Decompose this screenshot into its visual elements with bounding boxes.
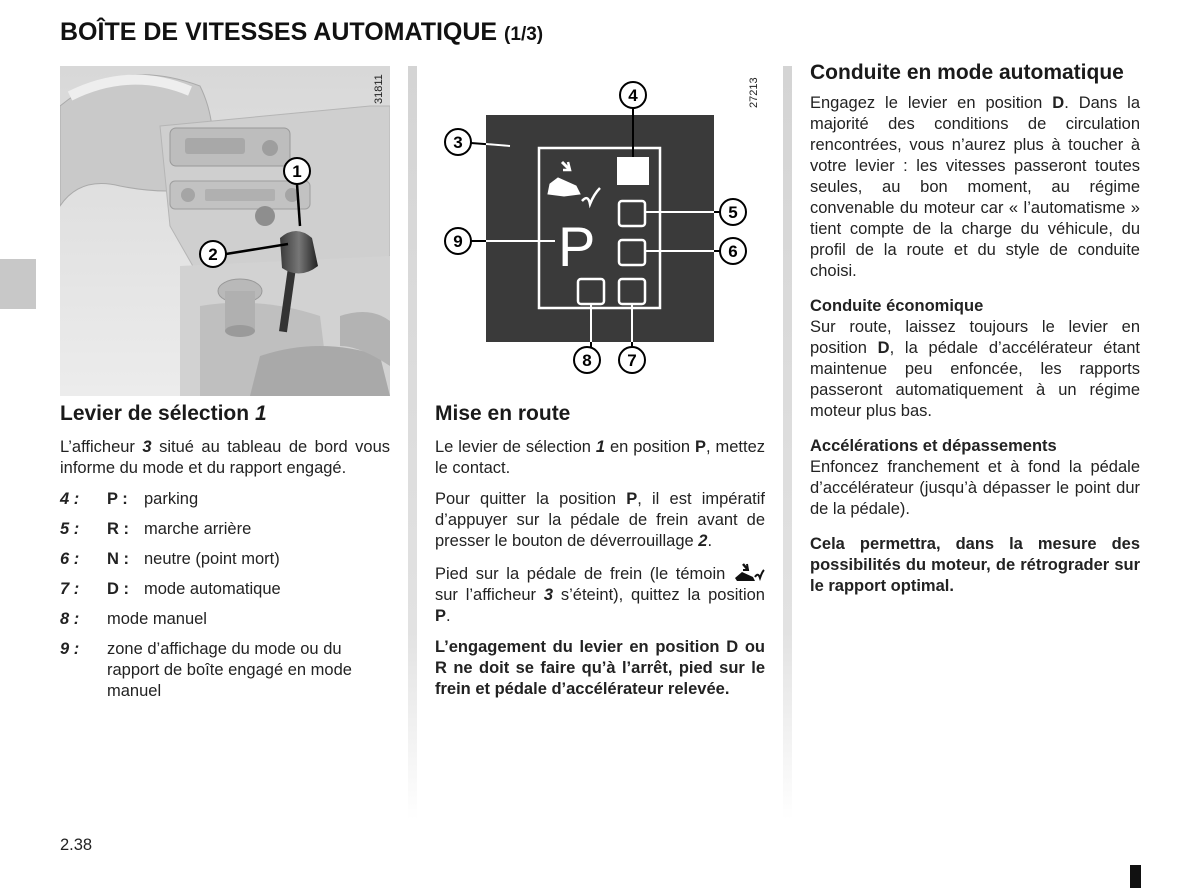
- text-fragment: sur l’afficheur: [435, 586, 537, 604]
- paragraph-eco: [810, 317, 1140, 422]
- callout-2: 2: [208, 245, 218, 264]
- gear-letter: P: [694, 438, 706, 456]
- callout-5: 5: [728, 203, 738, 222]
- legend-number: 7 :: [60, 580, 80, 598]
- callout-7: 7: [627, 351, 637, 370]
- callout-8: 8: [582, 351, 592, 370]
- warning-note: L’engagement du levier en position D ou R ne doit se faire qu’à l’arrêt, pied sur le frein et pédale d’accélérateur relevée.: [435, 638, 765, 698]
- legend-text: mode manuel: [107, 610, 207, 628]
- legend-number: 4 :: [60, 490, 80, 508]
- chapter-tab: [0, 259, 36, 309]
- gear-letter: D: [877, 339, 890, 357]
- legend-item: [60, 639, 390, 702]
- legend-number: 9 :: [60, 640, 80, 658]
- paragraph-auto-mode: [810, 93, 1140, 282]
- paragraph-accel: Enfoncez franchement et à fond la pédale d’accélérateur (jusqu’à dépasser le point dur de la pédale).: [810, 458, 1140, 518]
- text-fragment: Pour quitter la position: [435, 490, 616, 508]
- callout-3: 3: [453, 133, 463, 152]
- legend-number: 5 :: [60, 520, 80, 538]
- title-text: BOÎTE DE VITESSES AUTOMATIQUE: [60, 18, 498, 46]
- callout-9: 9: [453, 232, 463, 251]
- gear-display-diagram: [430, 66, 770, 386]
- legend-key: R :: [107, 520, 129, 538]
- legend-list: [60, 489, 390, 702]
- gear-display-svg: [430, 66, 770, 386]
- figure-ref-label: 31811: [373, 74, 385, 104]
- legend-item: [60, 549, 390, 570]
- legend-text: marche arrière: [144, 520, 252, 538]
- paragraph-2: [435, 489, 765, 552]
- legend-item: [60, 609, 390, 630]
- brake-foot-icon: [733, 562, 765, 582]
- legend-number: 6 :: [60, 550, 80, 568]
- reference-number: 3: [543, 586, 554, 604]
- paragraph-3: [435, 562, 765, 627]
- text-fragment: , il est impératif d’appuyer sur la pédale de frein avant de presser le bouton de déverrouillage: [435, 490, 765, 550]
- text-fragment: Engagez le levier en position: [810, 94, 1043, 112]
- paragraph-1: [435, 437, 765, 479]
- subheading-accel: Accélérations et dépassements: [810, 437, 1057, 455]
- legend-key: N :: [107, 550, 129, 568]
- legend-text: neutre (point mort): [144, 550, 280, 568]
- text-fragment: Le levier de sélection: [435, 438, 591, 456]
- section-heading: Mise en route: [435, 402, 571, 425]
- gear-lever-illustration: [60, 66, 390, 396]
- text-fragment: en position: [609, 438, 691, 456]
- subheading-eco: Conduite économique: [810, 297, 984, 315]
- text-fragment: Sur route, laissez toujours le levier en position: [810, 318, 1140, 357]
- legend-text: parking: [144, 490, 199, 508]
- figure-ref-label: 27213: [748, 77, 760, 108]
- gear-letter: P: [626, 490, 638, 508]
- gear-letter: P: [435, 607, 447, 625]
- column-divider-2: [783, 66, 792, 820]
- gear-lever-photo: [60, 66, 390, 396]
- indicator-p: [617, 157, 649, 185]
- legend-item: [60, 489, 390, 510]
- callout-6: 6: [728, 242, 738, 261]
- text-fragment: .: [446, 607, 451, 625]
- text-fragment: .: [707, 532, 713, 550]
- gear-letter: D: [1052, 94, 1065, 112]
- section-heading: [60, 400, 390, 427]
- heading-text: Levier de sélection: [60, 402, 250, 425]
- text-fragment: L’afficheur: [60, 438, 135, 456]
- text-fragment: s’éteint), quittez la position: [560, 586, 765, 604]
- intro-paragraph: [60, 437, 390, 479]
- legend-text: zone d’affichage du mode ou du rapport de boîte engagé en mode manuel: [107, 640, 352, 700]
- legend-key: P :: [107, 490, 128, 508]
- reference-number: 3: [142, 438, 152, 456]
- bold-note: Cela permettra, dans la mesure des possibilités du moteur, de rétrograder sur le rapport optimal.: [810, 535, 1140, 595]
- text-fragment: situé au tableau de bord vous informe du mode et du rapport engagé.: [60, 438, 390, 477]
- page-number: 2.38: [60, 836, 93, 854]
- text-fragment: , mettez le contact.: [435, 438, 765, 477]
- page-title: [60, 18, 543, 47]
- legend-text: mode automatique: [144, 580, 281, 598]
- column-right: [810, 60, 1140, 611]
- corner-mark: [1130, 865, 1141, 888]
- display-letter: P: [558, 215, 596, 278]
- callout-1: 1: [292, 162, 302, 181]
- legend-item: [60, 579, 390, 600]
- text-fragment: , la pédale d’accélérateur étant maintenue peu enfoncée, les rapports passeront automatiquement à un régime moteur plus bas.: [810, 339, 1140, 420]
- column-middle: [435, 400, 765, 710]
- legend-number: 8 :: [60, 610, 80, 628]
- heading-number: 1: [254, 402, 267, 425]
- text-fragment: Pied sur la pédale de frein (le témoin: [435, 565, 726, 583]
- title-part: (1/3): [504, 24, 544, 45]
- column-divider-1: [408, 66, 417, 820]
- text-fragment: . Dans la majorité des conditions de circulation rencontrées, vous n’aurez plus à toucher à votre levier : les vitesses passeront toutes seules, au bon moment, au régime convenable du moteur car « l’automatisme » tient compte de la charge du véhicule, du profil de la route et du style de conduite choisi.: [810, 94, 1140, 280]
- column-left: [60, 400, 390, 711]
- reference-number: 1: [595, 438, 606, 456]
- section-heading: Conduite en mode automatique: [810, 61, 1124, 84]
- callout-4: 4: [628, 86, 638, 105]
- reference-number: 2: [698, 532, 708, 550]
- legend-key: D :: [107, 580, 129, 598]
- legend-item: [60, 519, 390, 540]
